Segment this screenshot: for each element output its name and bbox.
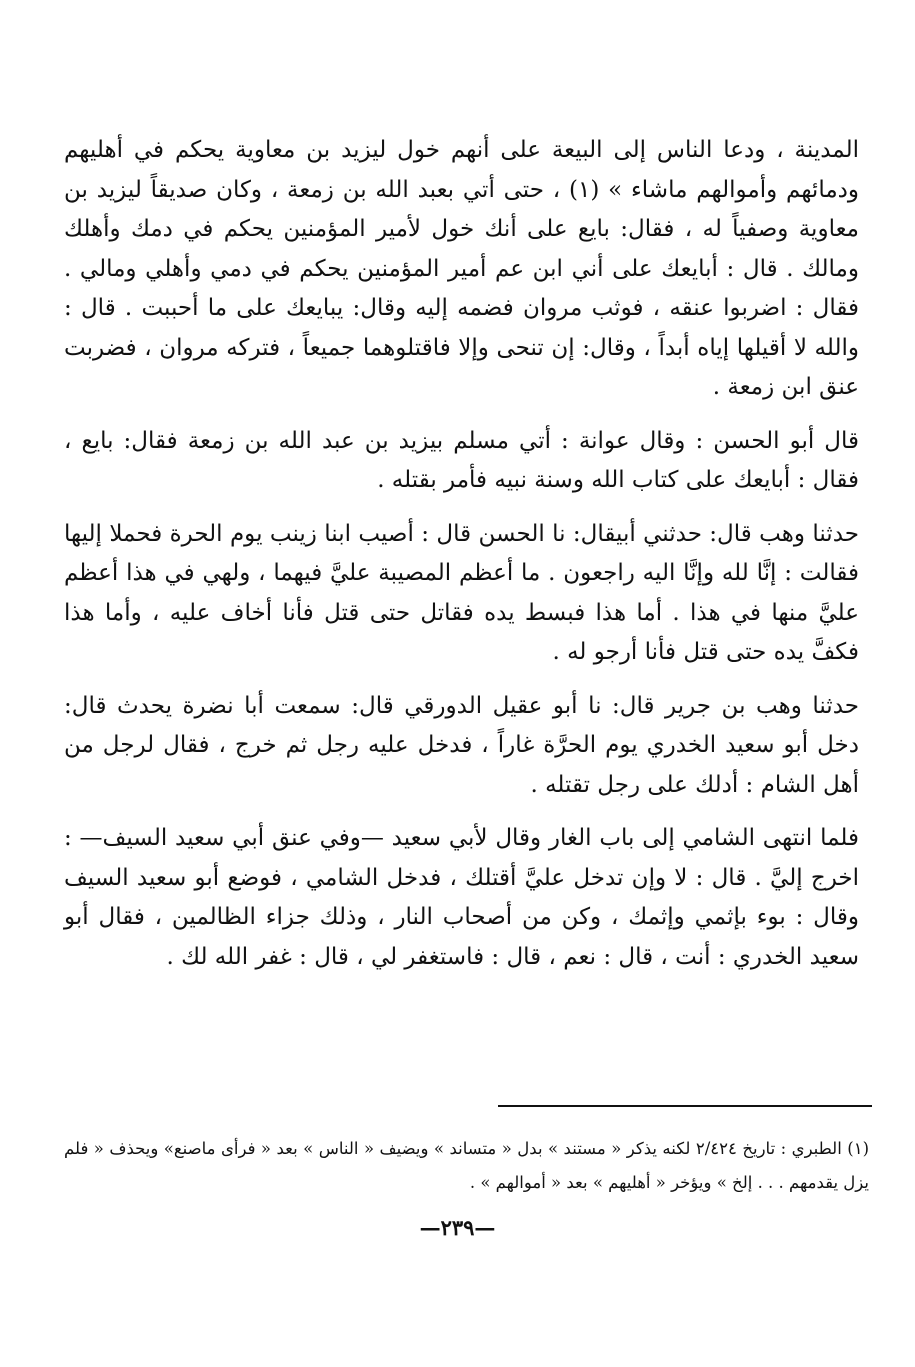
footnote-1: (١) الطبري : تاريخ ٢/٤٢٤ لكنه يذكر « مستند » بدل « متساند » ويضيف « الناس » بعد « فرأى ماصنع» ويحذف « فلم يزل يقدمهم . . . إلخ » ويؤخر « أهليهم » بعد « أموالهم » . <box>64 1139 870 1192</box>
paragraph-2: قال أبو الحسن : وقال عوانة : أتي مسلم بيزيد بن عبد الله بن زمعة فقال: بايع ، فقال : أبايعك على كتاب الله وسنة نبيه فأمر بقتله . <box>64 427 859 493</box>
footnote-divider <box>498 1105 872 1107</box>
paragraph-4: حدثنا وهب بن جرير قال: نا أبو عقيل الدورقي قال: سمعت أبا نضرة يحدث قال: دخل أبو سعيد الخدري يوم الحرَّة غاراً ، فدخل عليه رجل ثم خرج ، فقال لرجل من أهل الشام : أدلك على رجل تقتله . <box>64 692 859 798</box>
paragraph-1: المدينة ، ودعا الناس إلى البيعة على أنهم خول ليزيد بن معاوية يحكم في أهليهم ودمائهم وأموالهم ماشاء » (١) ، حتى أتي بعبد الله بن زمعة ، وكان صديقاً ليزيد بن معاوية وصفياً له ، فقال: بايع على أنك خول لأمير المؤمنين يحكم في دمك وأهلك ومالك . قال : أبايعك على أني ابن عم أمير المؤمنين يحكم في دمي وأهلي ومالي . فقال : اضربوا عنقه ، فوثب مروان فضمه إليه وقال: يبايعك على ما أحببت . قال : والله لا أقيلها إياه أبداً ، وقال: إن تنحى وإلا فاقتلوهما جميعاً ، فتركه مروان ، فضربت عنق ابن زمعة . <box>64 137 859 400</box>
paragraph-5: فلما انتهى الشامي إلى باب الغار وقال لأبي سعيد —وفي عنق أبي سعيد السيف— : اخرج إليَّ . قال : لا وإن تدخل عليَّ أقتلك ، فدخل الشامي ، فوضع أبو سعيد السيف وقال : بوء بإثمي وإثمك ، وكن من أصحاب النار ، وذلك جزاء الظالمين ، فقال أبو سعيد الخدري : أنت ، قال : نعم ، قال : فاستغفر لي ، قال : غفر الله لك . <box>64 825 859 970</box>
paragraph-3: حدثنا وهب قال: حدثني أبيقال: نا الحسن قال : أصيب ابنا زينب يوم الحرة فحملا إليها فقالت : إنَّا لله وإنَّا اليه راجعون . ما أعظم المصيبة عليَّ فيهما ، ولهي في هذا أعظم عليَّ منها في هذا . أما هذا فبسط يده فقاتل حتى قتل فأنا أخاف عليه ، وأما هذا فكفَّ يده حتى قتل فأنا أرجو له . <box>64 520 859 665</box>
page-number: —٢٣٩— <box>419 1215 496 1240</box>
body-text <box>64 131 859 977</box>
footnotes <box>64 1132 869 1200</box>
